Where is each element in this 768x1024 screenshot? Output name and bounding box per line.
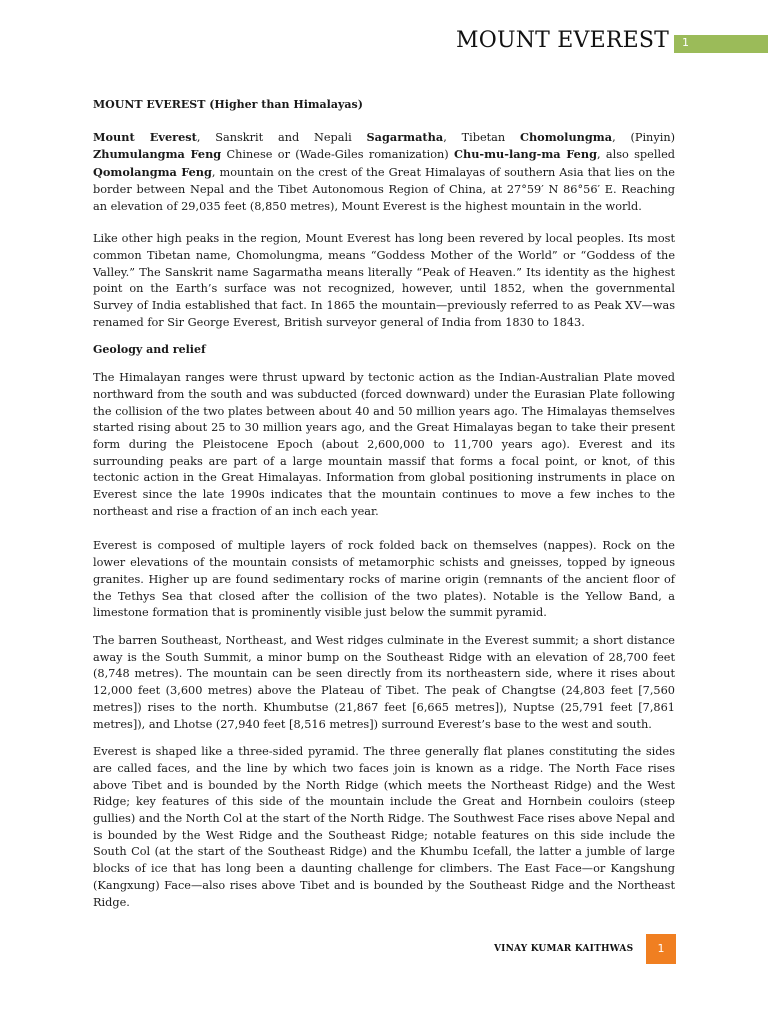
term-chomolungma: Chomolungma [519,129,613,144]
pyramid-paragraph: Everest is shaped like a three-sided pyramid. The three generally flat planes constituting the sides are called faces, and the line by which two faces join is known as a ridge. The North Face rises above Tibet and is bounded by the North Ridge (which meets the Northeast Ridge) and the West Ridge; key features of this side of the mountain include the Great and Hornbein couloirs (steep gullies) and the North Col at the start of the North Ridge. The Southwest Face rises above Nepal and is bounded by the West Ridge and the Southeast Ridge; notable features on this side include the South Col (at the start of the Southeast Ridge) and the Khumbu Icefall, the latter a jumble of large blocks of ice that has long been a daunting challenge for climbers. The East Face—or Kangshung (Kangxung) Face—also rises above Tibet and is bounded by the Southeast Ridge and the Northeast Ridge. [93,745,675,909]
intro-paragraph [93,129,675,216]
term-sagarmatha: Sagarmatha [366,129,444,144]
term-mount-everest: Mount Everest [93,129,197,144]
term-chu-mu-lang-ma-feng: Chu-mu-lang-ma Feng [453,147,597,162]
document-body [93,97,675,911]
term-qomolangma-feng: Qomolangma Feng [93,165,212,180]
intro-text-5: , also spelled [596,148,675,162]
footer-author: VINAY KUMAR KAITHWAS [494,944,634,954]
composition-paragraph: Everest is composed of multiple layers of rock folded back on themselves (nappes). Rock on the lower elevations of the mountain consists of metamorphic schists and gneisses, topped by igneous granites. Higher up are found sedimentary rocks of marine origin (remnants of the ancient floor of the Tethys Sea that closed after the collision of the two plates). Notable is the Yellow Band, a limestone formation that is prominently visible just below the summit pyramid. [93,539,675,620]
intro-text-4: Chinese or (Wade-Giles romanization) [221,148,454,162]
header-page-number: 1 [682,36,689,49]
intro-text-1: , Sanskrit and Nepali [196,130,367,144]
term-zhumulangma-feng: Zhumulangma Feng [93,147,222,162]
intro-text-3: , (Pinyin) [612,130,676,144]
intro-text-6: , mountain on the crest of the Great Himalayas of southern Asia that lies on the border between Nepal and the Tibet Autonomous Region of China, at 27°59′ N 86°56′ E. Reaching an elevation of 29,035 feet (8,850 metres), Mount Everest is the highest mountain in the world. [93,166,675,213]
intro-text-2: , Tibetan [443,130,520,144]
page-header-title: MOUNT EVEREST [456,28,669,53]
footer-page-number-badge: 1 [646,934,676,964]
names-paragraph: Like other high peaks in the region, Mount Everest has long been revered by local peoples. Its most common Tibetan name, Chomolungma, means “Goddess Mother of the World” or “Goddess of the Valley.” The Sanskrit name Sagarmatha means literally “Peak of Heaven.” Its identity as the highest point on the Earth’s surface was not recognized, however, until 1852, when the governmental Survey of India established that fact. In 1865 the mountain—previously referred to as Peak XV—was renamed for Sir George Everest, British surveyor general of India from 1830 to 1843. [93,232,675,329]
header-page-tab [674,35,768,53]
document-subtitle: MOUNT EVEREST (Higher than Himalayas) [93,98,363,111]
himalayan-paragraph: The Himalayan ranges were thrust upward by tectonic action as the Indian-Australian Plate moved northward from the south and was subducted (forced downward) under the Eurasian Plate following the collision of the two plates between about 40 and 50 million years ago. The Himalayas themselves started rising about 25 to 30 million years ago, and the Great Himalayas began to take their present form during the Pleistocene Epoch (about 2,600,000 to 11,700 years ago). Everest and its surrounding peaks are part of a large mountain massif that forms a focal point, or knot, of this tectonic action in the Great Himalayas. Information from global positioning instruments in place on Everest since the late 1990s indicates that the mountain continues to move a few inches to the northeast and rise a fraction of an inch each year. [93,371,675,518]
section-heading-geology: Geology and relief [93,343,206,357]
ridges-paragraph: The barren Southeast, Northeast, and West ridges culminate in the Everest summit; a short distance away is the South Summit, a minor bump on the Southeast Ridge with an elevation of 28,700 feet (8,748 metres). The mountain can be seen directly from its northeastern side, where it rises about 12,000 feet (3,600 metres) above the Plateau of Tibet. The peak of Changtse (24,803 feet [7,560 metres]) rises to the north. Khumbutse (21,867 feet [6,665 metres]), Nuptse (25,791 feet [7,861 metres]), and Lhotse (27,940 feet [8,516 metres]) surround Everest’s base to the west and south. [93,633,675,731]
